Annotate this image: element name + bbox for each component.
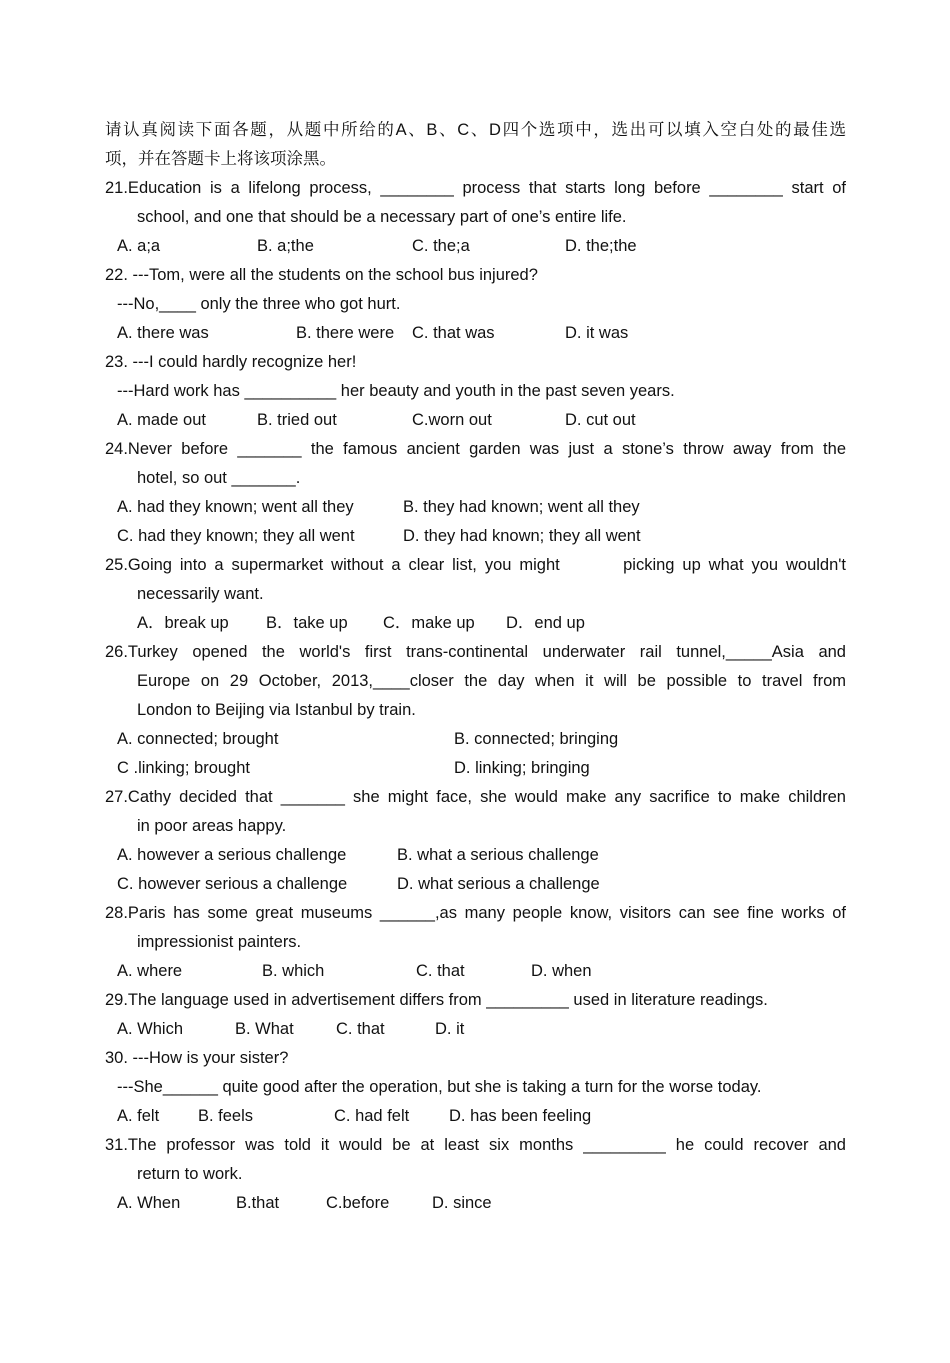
q23-option-d: D. cut out [565,411,636,429]
q26-option-c: C .linking; brought [117,759,250,777]
exam-page [105,116,846,1218]
q30-option-c: C. had felt [334,1107,410,1125]
q28-option-a: A. where [117,962,183,980]
question-21-stem: 21.Education is a lifelong process, ________ process that starts long before ________ start of [105,179,846,197]
q27-option-d: D. what serious a challenge [397,875,600,893]
question-25-stem-cont: necessarily want. [137,585,264,603]
q21-option-a: A. a;a [117,237,161,255]
question-28-stem-cont: impressionist painters. [137,933,302,951]
question-26-stem-cont-1: Europe on 29 October, 2013,____closer the day when it will be possible to travel from [137,672,846,690]
q28-option-d: D. when [531,962,592,980]
question-27-options-row-2 [105,870,846,899]
q27-option-b: B. what a serious challenge [397,846,599,864]
question-24-options-row-1 [105,493,846,522]
q24-option-d: D. they had known; they all went [403,527,641,545]
question-23-stem: 23. ---I could hardly recognize her! [105,353,357,371]
question-28-stem: 28.Paris has some great museums ______,as many people know, visitors can see fine works of [105,904,846,922]
question-27-options-row-1 [105,841,846,870]
question-27-stem-cont: in poor areas happy. [137,817,287,835]
q30-option-b: B. feels [198,1107,254,1125]
question-26-options-row-1 [105,725,846,754]
q22-option-a: A. there was [117,324,209,342]
question-25-options [105,609,846,638]
q29-option-b: B. What [235,1020,294,1038]
question-26-options-row-2 [105,754,846,783]
q26-option-b: B. connected; bringing [454,730,619,748]
question-21-stem-cont: school, and one that should be a necessary part of one’s entire life. [137,208,627,226]
question-26-stem: 26.Turkey opened the world's first trans-continental underwater rail tunnel,_____Asia and [105,643,846,661]
question-24-stem-cont: hotel, so out _______. [137,469,301,487]
q28-option-b: B. which [262,962,325,980]
q21-option-d: D. the;the [565,237,637,255]
q27-option-c: C. however serious a challenge [117,875,348,893]
q21-option-c: C. the;a [412,237,470,255]
question-22-options [105,319,846,348]
q22-option-d: D. it was [565,324,629,342]
q25-option-a: A．break up [137,614,229,632]
question-29-options [105,1015,846,1044]
question-30-stem: 30. ---How is your sister? [105,1049,289,1067]
question-31-stem-cont: return to work. [137,1165,243,1183]
question-25-stem: 25.Going into a supermarket without a clear list, you might picking up what you wouldn't [105,556,846,574]
q29-option-c: C. that [336,1020,385,1038]
q24-option-b: B. they had known; went all they [403,498,640,516]
q23-option-a: A. made out [117,411,206,429]
question-24-stem: 24.Never before _______ the famous ancient garden was just a stone’s throw away from the [105,440,846,458]
question-30-options [105,1102,846,1131]
question-28-options [105,957,846,986]
q23-option-c: C.worn out [412,411,492,429]
q31-option-b: B.that [236,1194,280,1212]
q24-option-a: A. had they known; went all they [117,498,354,516]
question-29-stem: 29.The language used in advertisement differs from _________ used in literature readings. [105,991,768,1009]
q24-option-c: C. had they known; they all went [117,527,355,545]
q22-option-b: B. there were [296,324,395,342]
q29-option-d: D. it [435,1020,465,1038]
q30-option-a: A. felt [117,1107,160,1125]
question-31-options [105,1189,846,1218]
q22-option-c: C. that was [412,324,495,342]
question-22-stem: 22. ---Tom, were all the students on the school bus injured? [105,266,538,284]
q30-option-d: D. has been feeling [449,1107,592,1125]
question-30-reply: ---She______ quite good after the operation, but she is taking a turn for the worse today. [117,1078,762,1096]
q31-option-c: C.before [326,1194,390,1212]
q29-option-a: A. Which [117,1020,184,1038]
question-27-stem: 27.Cathy decided that _______ she might face, she would make any sacrifice to make children [105,788,846,806]
q26-option-d: D. linking; bringing [454,759,590,777]
question-23-reply: ---Hard work has __________ her beauty and youth in the past seven years. [117,382,675,400]
q26-option-a: A. connected; brought [117,730,279,748]
q25-option-c: C．make up [383,614,475,632]
question-23-options [105,406,846,435]
question-31-stem: 31.The professor was told it would be at least six months _________ he could recover and [105,1136,846,1154]
q25-option-d: D．end up [506,614,585,632]
question-21-options [105,232,846,261]
question-24-options-row-2 [105,522,846,551]
q31-option-d: D. since [432,1194,492,1212]
question-26-stem-cont-2: London to Beijing via Istanbul by train. [137,701,416,719]
instruction-line-2: 项，并在答题卡上将该项涂黑。 [105,150,336,168]
q23-option-b: B. tried out [257,411,337,429]
q21-option-b: B. a;the [257,237,314,255]
q31-option-a: A. When [117,1194,181,1212]
question-22-reply: ---No,____ only the three who got hurt. [117,295,401,313]
q27-option-a: A. however a serious challenge [117,846,347,864]
instruction-line-1: 请认真阅读下面各题，从题中所给的A、B、C、D四个选项中，选出可以填入空白处的最佳选 [105,121,846,139]
q25-option-b: B．take up [266,614,348,632]
q28-option-c: C. that [416,962,465,980]
